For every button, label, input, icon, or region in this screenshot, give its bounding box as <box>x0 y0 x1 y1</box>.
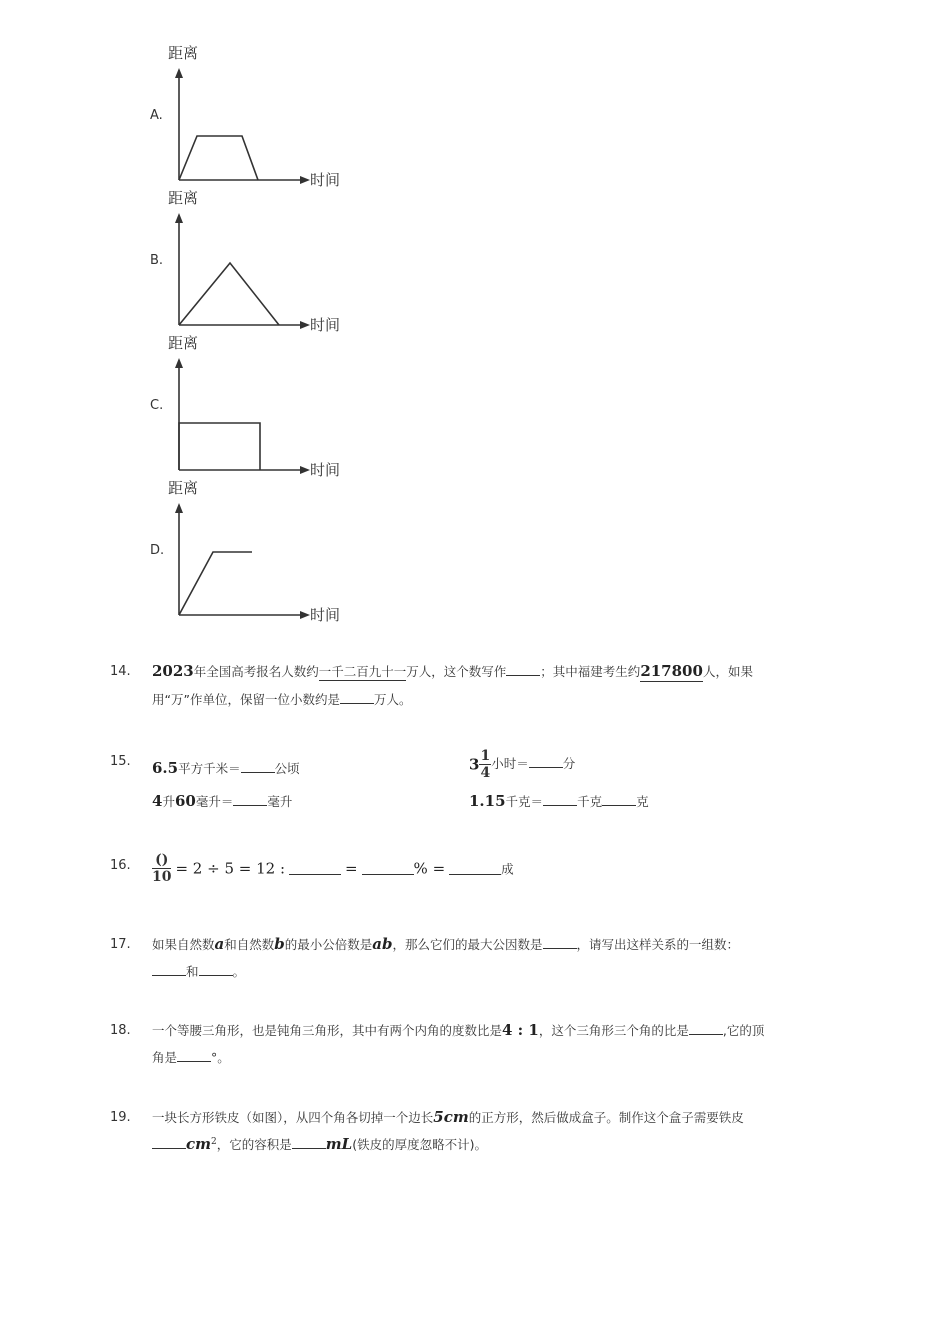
value: 60 <box>174 792 196 810</box>
conversion-a <box>152 759 300 777</box>
text: 成 <box>501 861 514 877</box>
text: ，它的容积是 <box>216 1137 292 1152</box>
superscript: 2 <box>211 1136 217 1147</box>
question-line-1 <box>152 935 739 953</box>
option-d-label[interactable]: D. <box>150 543 165 558</box>
question-line-2 <box>152 962 245 980</box>
x-axis-label: 时间 <box>310 316 341 333</box>
text: ，请写出这样关系的一组数： <box>576 937 740 952</box>
text: ,它的顶 <box>722 1023 765 1038</box>
question-number: 16. <box>110 858 131 873</box>
text: (铁皮的厚度忽略不计)。 <box>352 1137 487 1152</box>
answer-blank[interactable] <box>152 1136 186 1149</box>
text: 和 <box>186 964 199 979</box>
variable-b: b <box>274 935 285 953</box>
question-number: 15. <box>110 754 131 769</box>
text: 千克 <box>577 794 603 809</box>
y-axis-label: 距离 <box>168 479 199 497</box>
text: 万人。 <box>373 692 412 707</box>
text: 小时＝ <box>491 756 529 771</box>
answer-blank[interactable] <box>506 663 540 676</box>
count-value: 217800 <box>640 662 703 680</box>
answer-blank[interactable] <box>292 1136 326 1149</box>
triangle-line <box>179 263 279 325</box>
text: 的最小公倍数是 <box>284 937 373 952</box>
option-b-label[interactable]: B. <box>150 253 164 268</box>
question-line-1 <box>152 1021 764 1039</box>
mixed-whole: 3 <box>469 755 480 774</box>
text: °。 <box>211 1050 230 1065</box>
answer-blank[interactable] <box>689 1022 723 1035</box>
trapezoid-line <box>179 136 258 180</box>
conversion-b <box>469 748 575 781</box>
x-axis-label: 时间 <box>310 171 341 188</box>
answer-blank[interactable] <box>233 793 267 806</box>
y-axis-label: 距离 <box>168 189 199 207</box>
question-line-1 <box>152 1108 744 1126</box>
text: 毫升＝ <box>195 794 234 809</box>
text: ，那么它们的最大公因数是 <box>392 937 543 952</box>
value: 1.15 <box>469 792 506 810</box>
rise-flat-line <box>179 552 252 615</box>
text: 如果自然数 <box>152 937 215 952</box>
text: 毫升 <box>267 794 293 809</box>
question-line-2 <box>152 1135 487 1153</box>
option-a-label[interactable]: A. <box>150 108 163 123</box>
equals-sign: = <box>344 859 358 878</box>
answer-blank[interactable] <box>602 793 636 806</box>
question-number: 18. <box>110 1023 131 1038</box>
text: 一个等腰三角形，也是钝角三角形，其中有两个内角的度数比是 <box>152 1023 503 1038</box>
y-axis-arrow <box>175 213 183 223</box>
value: 6.5 <box>152 759 179 777</box>
volume-unit: mL <box>325 1135 353 1153</box>
answer-blank[interactable] <box>340 691 374 704</box>
text: 万人，这个数写作 <box>406 664 507 679</box>
rectangle-line <box>179 423 260 470</box>
answer-blank[interactable] <box>449 862 501 875</box>
graph-d <box>160 475 360 623</box>
question-number: 14. <box>110 664 131 679</box>
y-axis-arrow <box>175 503 183 513</box>
y-axis-label: 距离 <box>168 44 199 62</box>
x-axis-arrow <box>300 321 310 329</box>
variable-a: a <box>214 935 225 953</box>
graph-b <box>160 185 360 333</box>
text: 克 <box>636 794 649 809</box>
fraction <box>152 852 171 885</box>
answer-blank[interactable] <box>241 760 275 773</box>
text: 升 <box>162 794 175 809</box>
x-axis-label: 时间 <box>310 606 341 623</box>
y-axis-label: 距离 <box>168 334 199 352</box>
option-c-label[interactable]: C. <box>150 398 164 413</box>
text: 用“万”作单位，保留一位小数约是 <box>152 692 340 707</box>
answer-blank[interactable] <box>152 963 186 976</box>
text: ，这个三角形三个角的比是 <box>538 1023 689 1038</box>
x-axis-arrow <box>300 611 310 619</box>
text: 分 <box>562 756 576 771</box>
percent-sign: % = <box>413 859 446 878</box>
answer-blank[interactable] <box>362 862 414 875</box>
answer-blank[interactable] <box>289 862 341 875</box>
ratio-value: 4 : 1 <box>502 1021 539 1039</box>
y-axis-arrow <box>175 68 183 78</box>
text: 年全国高考报名人数约 <box>193 664 319 679</box>
side-length: 5cm <box>433 1108 469 1126</box>
question-line-2 <box>152 1048 230 1066</box>
answer-blank[interactable] <box>177 1049 211 1062</box>
answer-blank[interactable] <box>543 793 577 806</box>
denominator: 4 <box>480 765 491 781</box>
question-line-1 <box>152 662 753 680</box>
x-axis-arrow <box>300 176 310 184</box>
x-axis-arrow <box>300 466 310 474</box>
conversion-d <box>469 792 649 810</box>
text: 角是 <box>152 1050 178 1065</box>
numerator: 1 <box>480 748 491 764</box>
numerator: () <box>152 852 171 869</box>
x-axis-label: 时间 <box>310 461 341 478</box>
question-number: 19. <box>110 1110 131 1125</box>
expression: = 2 ÷ 5 = 12 : <box>175 859 286 878</box>
number-words: 一千二百九十一 <box>318 664 407 679</box>
text: 公顷 <box>274 761 300 776</box>
text: 千克＝ <box>505 794 544 809</box>
text: 。 <box>232 964 246 979</box>
answer-blank[interactable] <box>199 963 233 976</box>
y-axis-arrow <box>175 358 183 368</box>
fraction <box>479 748 491 781</box>
area-unit: cm <box>186 1135 212 1153</box>
answer-blank[interactable] <box>543 936 577 949</box>
text: 一块长方形铁皮（如图），从四个角各切掉一个边长 <box>152 1110 434 1125</box>
text: 平方千米＝ <box>178 761 241 776</box>
graph-a <box>160 40 360 188</box>
graph-c <box>160 330 360 478</box>
year-value: 2023 <box>152 662 194 680</box>
question-line-2 <box>152 690 411 708</box>
text: 和自然数 <box>224 937 275 952</box>
text: 人，如果 <box>702 664 753 679</box>
variable-ab: ab <box>372 935 393 953</box>
question-number: 17. <box>110 937 131 952</box>
text: ；其中福建考生约 <box>540 664 641 679</box>
conversion-c <box>152 792 292 810</box>
denominator: 10 <box>152 869 172 885</box>
text: 的正方形，然后做成盒子。制作这个盒子需要铁皮 <box>468 1110 744 1125</box>
answer-blank[interactable] <box>529 755 563 768</box>
equation-line <box>152 852 514 885</box>
value: 4 <box>152 792 163 810</box>
